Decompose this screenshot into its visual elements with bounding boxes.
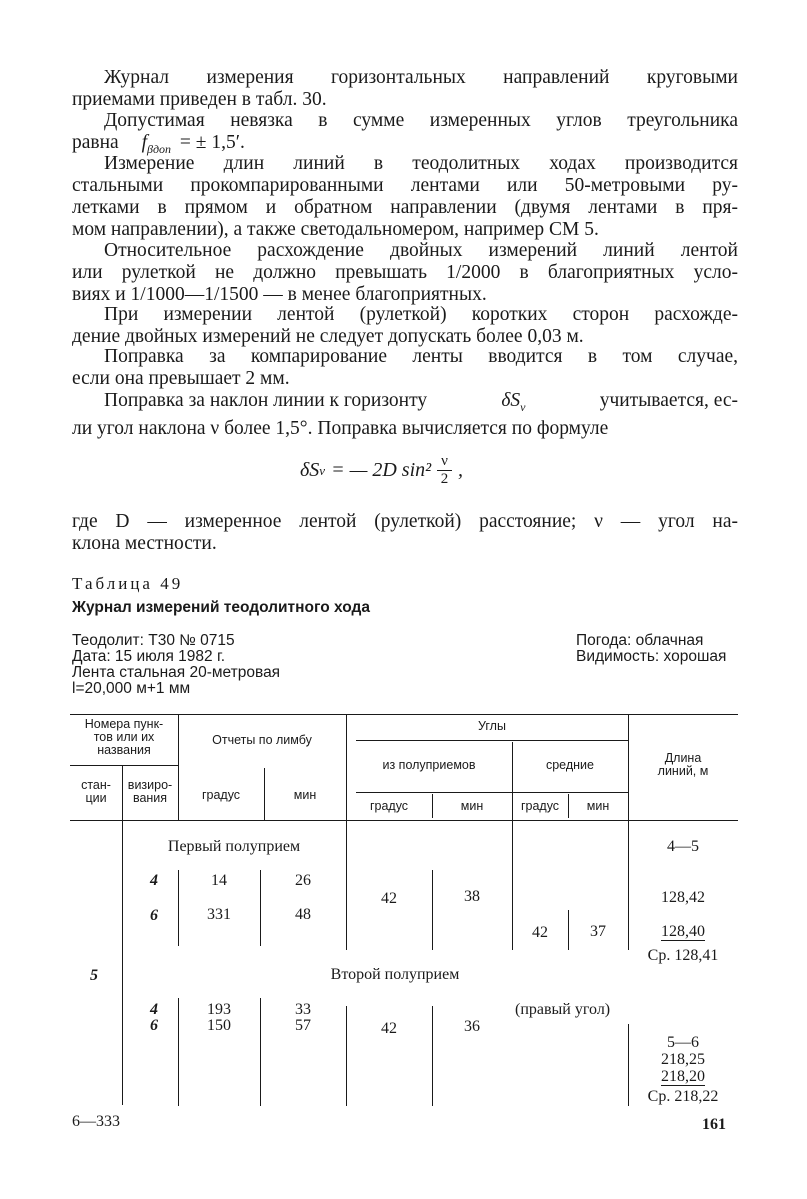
header-limb-deg: градус (201, 788, 241, 802)
length-cell: 218,25 (661, 1051, 705, 1068)
table-vline (432, 870, 433, 950)
text-line: Допустимая невязка в сумме измеренных углов треугольника (104, 110, 738, 131)
meta-line: l=20,000 м+1 мм (72, 680, 191, 697)
text-span: равна (72, 132, 119, 153)
header-angles: Углы (478, 719, 506, 733)
meta-line: Дата: 15 июля 1982 г. (72, 648, 226, 665)
text-line: дение двойных измерений не следует допускать более 0,03 м. (72, 326, 584, 347)
delta-s-text: δS (501, 390, 521, 411)
text-line: стальными прокомпарированными лентами или 50-метровыми ру- (72, 175, 738, 196)
paragraph-6 (72, 346, 738, 390)
formula-tail: , (457, 459, 463, 481)
length-a-label: 4—5 (667, 838, 699, 855)
tolerance-subscript: βдоп (147, 141, 172, 156)
half-deg-cell: 42 (381, 1020, 397, 1037)
half-min-cell: 38 (464, 888, 480, 905)
meta-right (576, 633, 726, 665)
formula (300, 453, 463, 488)
meta-line: Видимость: хорошая (576, 648, 727, 665)
meta-line: Погода: облачная (576, 632, 704, 649)
limb-deg-cell: 14 (211, 872, 227, 889)
header-station: стан- ции (81, 778, 111, 805)
delta-s-symbol (501, 390, 525, 418)
length-cell (628, 923, 738, 941)
text-line: Относительное расхождение двойных измерений линий лентой (104, 240, 738, 261)
table-rule-top (70, 714, 738, 715)
station-cell: 5 (90, 967, 98, 984)
paragraph-5 (72, 304, 738, 348)
limb-min-cell: 33 (295, 1001, 311, 1018)
text-line: Журнал измерения горизонтальных направлений круговыми (104, 67, 738, 88)
limb-min-cell: 57 (295, 1017, 311, 1034)
header-mean-min: мин (586, 799, 610, 813)
table-rule (70, 765, 178, 766)
mean-min-cell: 37 (590, 923, 606, 940)
sight-cell: 6 (150, 1017, 158, 1034)
header-limb-min: мин (293, 788, 317, 802)
limb-min-cell: 48 (295, 906, 311, 923)
sight-cell: 4 (150, 1001, 158, 1018)
text-line: При измерении лентой (рулеткой) коротких сторон расхожде- (104, 304, 738, 325)
formula-fraction (437, 453, 452, 488)
length-b-label: 5—6 (667, 1034, 699, 1051)
paragraph-3 (72, 153, 738, 241)
text-line: если она превышает 2 мм. (72, 368, 290, 389)
page-number: 161 (702, 1116, 726, 1133)
header-length: Длина линий, м (657, 751, 709, 778)
text-line: или рулеткой не должно превышать 1/2000 в благоприятных усло- (72, 262, 738, 283)
footer-signature: 6—333 (72, 1113, 120, 1130)
table-vline (346, 820, 347, 950)
limb-deg-cell: 193 (207, 1001, 231, 1018)
limb-deg-cell: 331 (207, 906, 231, 923)
length-average-cell: Ср. 218,22 (647, 1088, 719, 1105)
paragraph-4 (72, 240, 738, 306)
header-limb: Отчеты по лимбу (212, 733, 312, 747)
meta-left (72, 633, 280, 697)
text-line: мом направлении), а также светодальномером, например СМ 5. (72, 219, 599, 240)
second-half-label: Второй полуприем (330, 966, 460, 983)
meta-line: Лента стальная 20-метровая (72, 664, 281, 681)
length-cell (628, 1068, 738, 1086)
header-halves-deg: градус (369, 799, 409, 813)
table-vline (178, 714, 179, 820)
tolerance-value: = ± 1,5′. (179, 132, 245, 153)
header-sight: визиро- вания (127, 778, 173, 805)
length-value: 218,20 (661, 1068, 705, 1085)
table-title: Журнал измерений теодолитного хода (72, 599, 370, 616)
text-line: где D — измеренное лентой (рулеткой) расстояние; ν — угол на- (72, 511, 738, 532)
formula-lhs: δS (300, 459, 320, 481)
fraction-numerator: ν (437, 453, 452, 471)
sight-cell: 4 (150, 872, 158, 889)
text-line: летками в прямом и обратном направлении (двумя лентами в пря- (72, 197, 738, 218)
formula-lhs-subscript: ν (319, 462, 326, 478)
paragraph-7 (72, 390, 738, 440)
text-line: приемами приведен в табл. 30. (72, 89, 327, 110)
table-label: Таблица 49 (72, 574, 184, 593)
mean-deg-cell: 42 (532, 924, 548, 941)
header-mean-deg: градус (520, 799, 560, 813)
length-value: 128,40 (661, 923, 705, 940)
paragraph-8 (72, 511, 738, 555)
paragraph-1 (72, 67, 738, 111)
text-span: Поправка за наклон линии к горизонту (104, 390, 428, 411)
text-line (72, 390, 738, 418)
header-mean: средние (545, 758, 594, 772)
text-line: клона местности. (72, 533, 217, 554)
header-halves-min: мин (460, 799, 484, 813)
meta-line: Теодолит: Т30 № 0715 (72, 632, 235, 649)
text-line: ли угол наклона ν более 1,5°. Поправка вычисляется по формуле (72, 417, 609, 439)
limb-min-cell: 26 (295, 872, 311, 889)
table-rule-header-bottom (70, 820, 738, 821)
tolerance-symbol: f (141, 132, 147, 153)
half-min-cell: 36 (464, 1018, 480, 1035)
text-line: Измерение длин линий в теодолитных ходах производится (104, 153, 738, 174)
header-points: Номера пунк- тов или их названия (84, 717, 164, 757)
half-deg-cell: 42 (381, 890, 397, 907)
length-average-cell: Ср. 128,41 (647, 947, 719, 964)
table-vline (122, 765, 123, 1105)
formula-eq: = — 2D sin² (331, 459, 432, 481)
delta-s-subscript: ν (520, 399, 526, 414)
fraction-denominator: 2 (440, 471, 449, 487)
sight-cell: 6 (150, 907, 158, 924)
limb-deg-cell: 150 (207, 1017, 231, 1034)
table-rule (356, 740, 628, 741)
right-angle-note: (правый угол) (515, 1001, 611, 1018)
length-cell: 128,42 (661, 889, 705, 906)
text-line: виях и 1/1000—1/1500 — в менее благоприятных. (72, 284, 487, 305)
text-span: учитывается, ес- (599, 390, 738, 411)
table-rule (356, 792, 628, 793)
first-half-label: Первый полуприем (167, 838, 301, 855)
header-halves: из полуприемов (382, 758, 476, 772)
text-line: Поправка за компарирование ленты вводится в том случае, (104, 346, 738, 367)
